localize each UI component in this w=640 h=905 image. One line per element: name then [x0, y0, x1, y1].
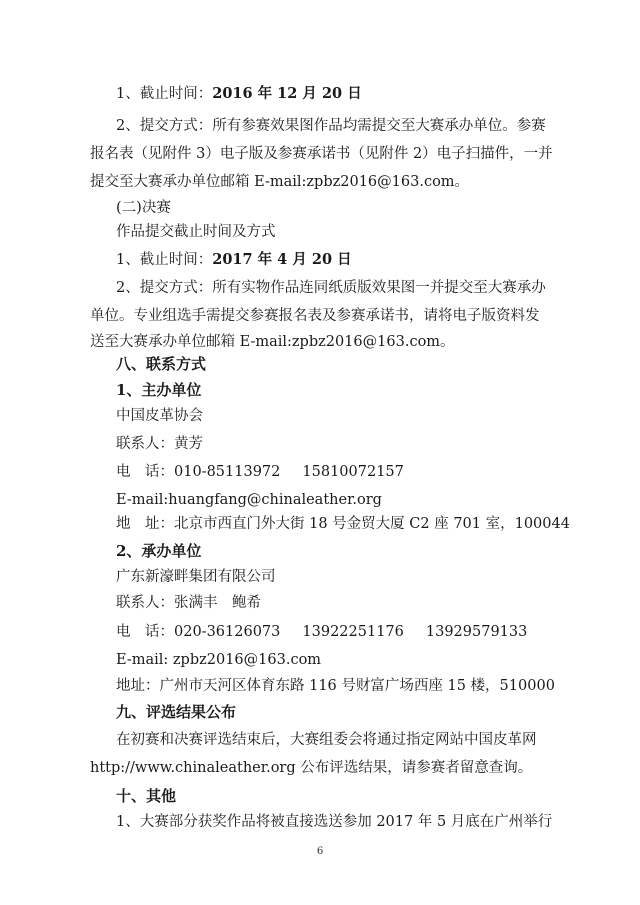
phone-number: 15810072157	[302, 464, 404, 480]
other-line: 1、大赛部分获奖作品将被直接选送参加 2017 年 5 月底在广州举行	[116, 814, 553, 830]
host-phone	[116, 462, 404, 482]
host-contact: 联系人：黄芳	[116, 436, 203, 452]
contact-heading: 八、联系方式	[116, 355, 207, 373]
phone-number: 13922251176	[302, 624, 404, 640]
phone-number: 020-36126073	[174, 624, 281, 640]
phone-number: 010-85113972	[174, 464, 281, 480]
deadline-date: 2017 年 4 月 20 日	[212, 251, 352, 268]
host-heading: 1、主办单位	[116, 381, 202, 399]
organizer-name: 广东新濠畔集团有限公司	[116, 569, 276, 585]
host-name: 中国皮革协会	[116, 408, 203, 424]
final-submission-cont: 单位。专业组选手需提交参赛报名表及参赛承诺书，请将电子版资料发	[90, 308, 540, 324]
page-number: 6	[316, 846, 324, 857]
phone-label: 电 话：	[116, 624, 174, 640]
organizer-address: 地址：广州市天河区体育东路 116 号财富广场西座 15 楼，510000	[116, 678, 555, 694]
host-address: 地 址：北京市西直门外大街 18 号金贸大厦 C2 座 701 室，100044	[116, 516, 570, 532]
deadline-label: 1、截止时间：	[116, 252, 213, 268]
submission-method-cont: 报名表（见附件 3）电子版及参赛承诺书（见附件 2）电子扫描件，一并	[90, 146, 553, 162]
deadline-preliminary	[116, 84, 362, 104]
final-round-heading: (二)决赛	[116, 200, 171, 216]
phone-label: 电 话：	[116, 464, 174, 480]
results-heading: 九、评选结果公布	[116, 703, 237, 721]
organizer-phone	[116, 622, 527, 642]
submission-method-email: 提交至大赛承办单位邮箱 E-mail:zpbz2016@163.com。	[90, 174, 470, 190]
final-submission-email: 送至大赛承办单位邮箱 E-mail:zpbz2016@163.com。	[90, 334, 455, 350]
results-line: 在初赛和决赛评选结束后，大赛组委会将通过指定网站中国皮革网	[116, 732, 537, 748]
final-submission-line: 2、提交方式：所有实物作品连同纸质版效果图一并提交至大赛承办	[116, 280, 546, 296]
deadline-date: 2016 年 12 月 20 日	[212, 85, 362, 102]
organizer-email: E-mail: zpbz2016@163.com	[116, 652, 322, 668]
results-url-line: http://www.chinaleather.org 公布评选结果，请参赛者留意查询。	[90, 760, 533, 776]
phone-number: 13929579133	[425, 624, 528, 640]
organizer-heading: 2、承办单位	[116, 542, 202, 560]
host-email: E-mail:huangfang@chinaleather.org	[116, 492, 382, 508]
deadline-label: 1、截止时间：	[116, 86, 213, 102]
submission-method-line: 2、提交方式：所有参赛效果图作品均需提交至大赛承办单位。参赛	[116, 118, 546, 134]
deadline-final	[116, 250, 352, 270]
final-round-subheading: 作品提交截止时间及方式	[116, 224, 276, 240]
other-heading: 十、其他	[116, 787, 177, 805]
organizer-contact: 联系人：张满丰 鲍希	[116, 595, 261, 611]
